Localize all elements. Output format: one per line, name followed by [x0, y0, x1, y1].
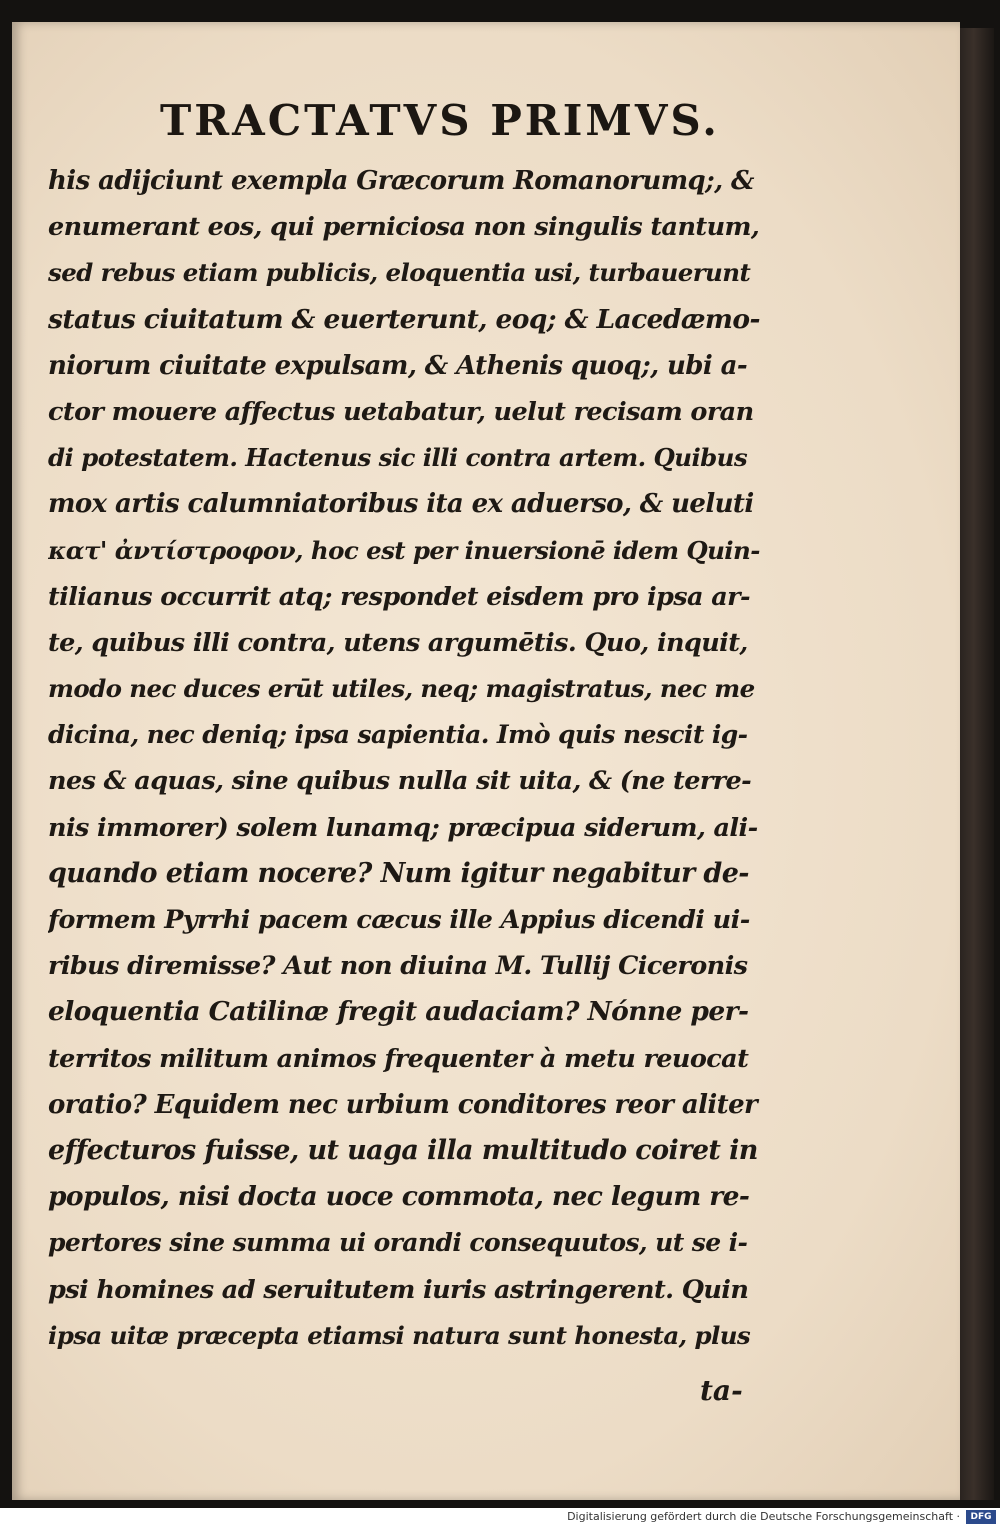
- text-line: niorum ciuitate expulsam, & Athenis quoq;, ubi a-: [48, 350, 748, 381]
- running-head: TRACTATVS PRIMVS.: [160, 96, 720, 145]
- text-line: populos, nisi docta uoce commota, nec legum re-: [48, 1181, 750, 1213]
- text-line: di potestatem. Hactenus sic illi contra artem. Quibus: [48, 443, 748, 473]
- text-line: ribus diremisse? Aut non diuina M. Tullij Ciceronis: [48, 951, 748, 982]
- text-line: nes & aquas, sine quibus nulla sit uita, & (ne terre-: [48, 766, 752, 797]
- body-text: [48, 158, 760, 1359]
- text-line: ctor mouere affectus uetabatur, uelut recisam oran: [48, 396, 754, 427]
- catchword: ta-: [700, 1374, 743, 1407]
- page-edge: [960, 28, 994, 1500]
- text-line: oratio? Equidem nec urbium conditores reor aliter: [48, 1089, 758, 1120]
- text-line: κατ' ἀντίστροφον, hoc est per inuersionē idem Quin-: [48, 535, 760, 565]
- text-line: tilianus occurrit atq; respondet eisdem pro ipsa ar-: [48, 581, 750, 612]
- text-line: modo nec duces erūt utiles, neq; magistratus, nec me: [48, 674, 755, 704]
- text-line: ipsa uitæ præcepta etiamsi natura sunt honesta, plus: [48, 1320, 751, 1350]
- text-line: formem Pyrrhi pacem cæcus ille Appius dicendi ui-: [48, 905, 750, 935]
- text-line: status ciuitatum & euerterunt, eoq; & Lacedæmo-: [48, 303, 760, 335]
- text-line: psi homines ad seruitutem iuris astringerent. Quin: [48, 1274, 749, 1305]
- dfg-logo: DFG: [966, 1510, 996, 1524]
- text-line: territos militum animos frequenter à metu reuocat: [48, 1043, 749, 1074]
- text-line: nis immorer) solem lunamq; præcipua siderum, ali-: [48, 812, 758, 843]
- text-line: effecturos fuisse, ut uaga illa multitudo coiret in: [48, 1134, 758, 1166]
- text-line: enumerant eos, qui perniciosa non singulis tantum,: [48, 212, 760, 243]
- text-line: quando etiam nocere? Num igitur negabitur de-: [48, 857, 749, 889]
- text-line: te, quibus illi contra, utens argumētis. Quo, inquit,: [48, 627, 748, 658]
- text-line: sed rebus etiam publicis, eloquentia usi, turbauerunt: [48, 258, 751, 288]
- footer-bar: [0, 1508, 1000, 1527]
- text-line: mox artis calumniatoribus ita ex aduerso, & ueluti: [48, 489, 754, 520]
- funding-credit: Digitalisierung gefördert durch die Deutsche Forschungsgemeinschaft ·: [567, 1510, 960, 1523]
- text-line: his adijciunt exempla Græcorum Romanorumq;, &: [48, 166, 754, 196]
- text-line: pertores sine summa ui orandi consequutos, ut se i-: [48, 1228, 748, 1258]
- text-line: eloquentia Catilinæ fregit audaciam? Nónne per-: [48, 996, 749, 1028]
- text-line: dicina, nec deniq; ipsa sapientia. Imò quis nescit ig-: [48, 720, 748, 750]
